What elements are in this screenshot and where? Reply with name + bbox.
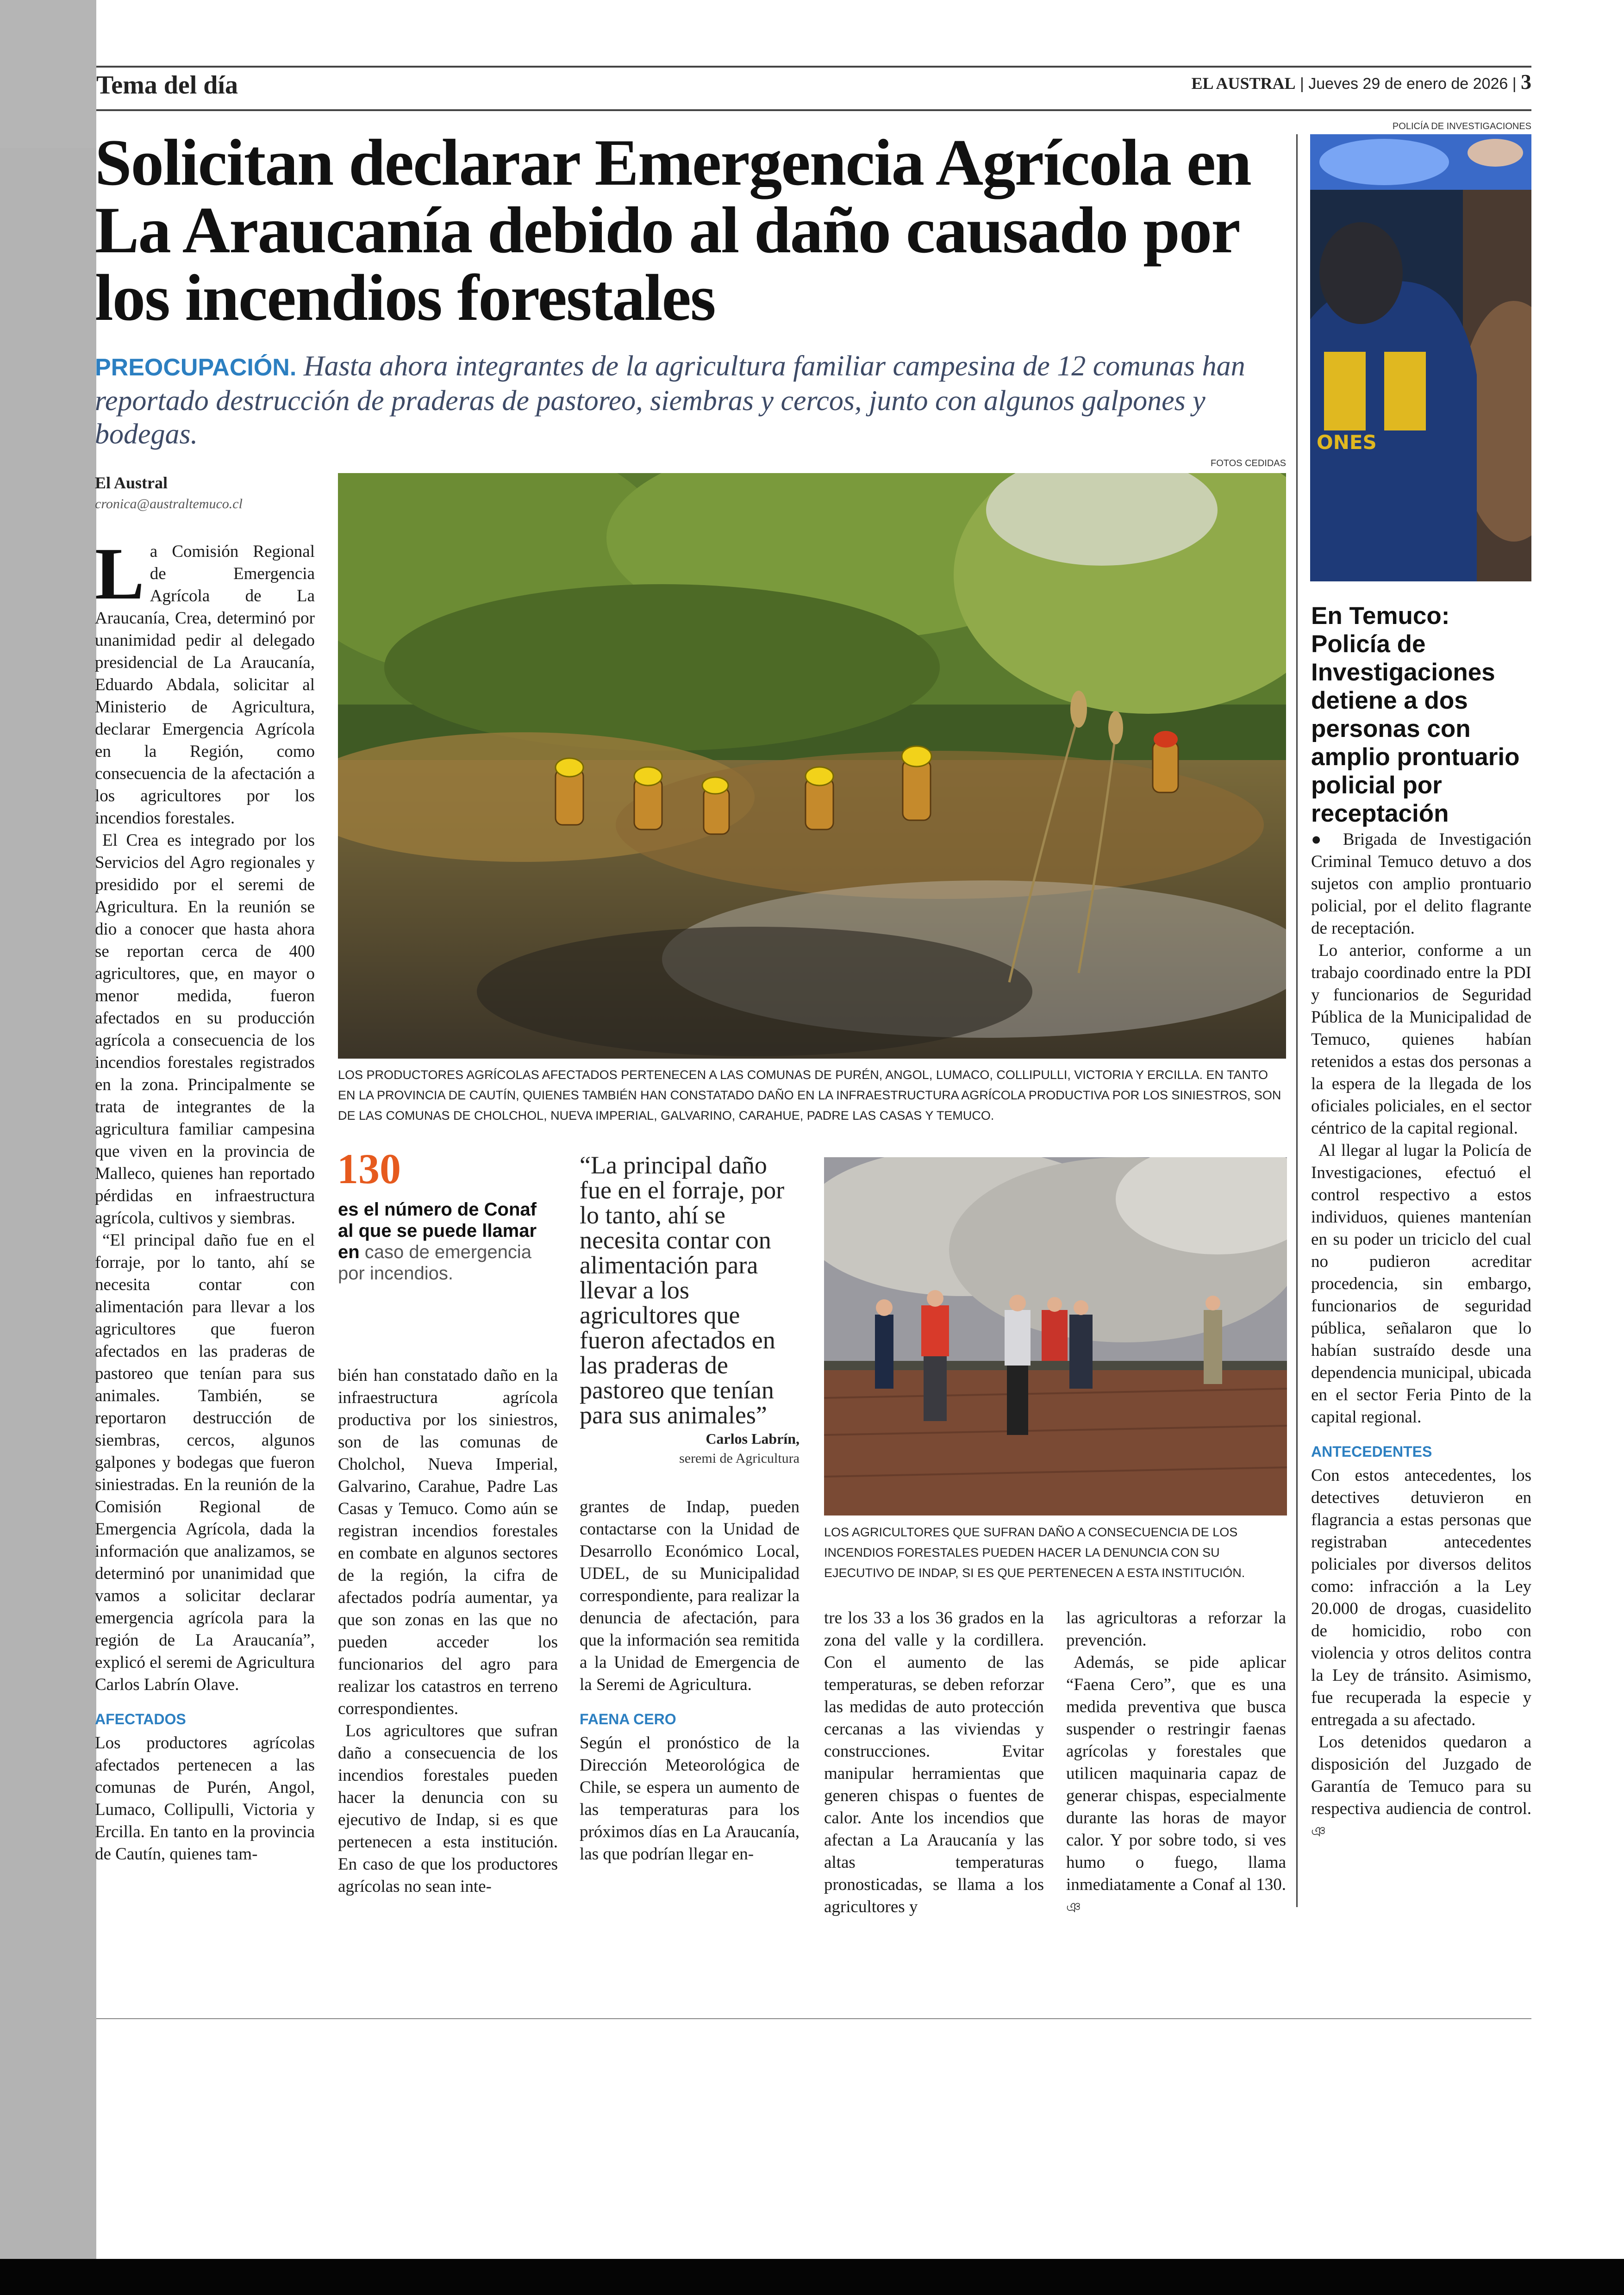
article-column-3 [580,1496,800,1865]
byline-email: cronica@australtemuco.cl [95,496,243,511]
deck [95,349,1280,451]
sidebar-divider [1296,134,1298,1907]
headline: Solicitan declarar Emergencia Agrícola en La Araucanía debido al daño causado por los incendios forestales [95,126,1251,334]
second-photo-caption: LOS AGRICULTORES QUE SUFRAN DAÑO A CONSECUENCIA DE LOS INCENDIOS FORESTALES PUEDEN HACER LA DENUNCIA CON SU EJECUTIVO DE INDAP, SI ES QUE PERTENECEN A ESTA INSTITUCIÓN. [824,1525,1245,1580]
col1-paragraph-3: “El principal daño fue en el forraje, por lo tanto, ahí se necesita contar con alimentación para llevar a los agricultores que fueron afectados en las praderas de pastoreo que tenían para sus animales. También, se reportaron destrucción de siembras, cercos, algunos galpones y bodegas que fueron siniestradas. En la reunión de la Comisión Regional de Emergencia Agrícola, dada la información que analizamos, se determinó por unanimidad que vamos a solicitar declarar emergencia agrícola para la región de La Araucanía”, explicó el seremi de Agricultura Carlos Labrín Olave. [95,1231,315,1694]
pull-quote-name: Carlos Labrín, [706,1430,800,1447]
dropcap: L [95,532,144,615]
second-photo-farmers [824,1157,1287,1515]
factoid-number: 130 [337,1145,401,1192]
sidebar-photo-pdi [1310,134,1531,581]
sidebar-paragraph-2: Lo anterior, conforme a un trabajo coordinado entre la PDI y funcionarios de Seguridad Pública de la Municipalidad de Temuco, quienes habían retenidos a estas dos personas a la espera de la llegada de los oficiales policiales, en el sector céntrico de la capital regional. [1311,941,1531,1138]
col1-paragraph-2: El Crea es integrado por los Servicios del Agro regionales y presidido por el seremi de Agricultura. En la reunión se dio a conocer que hasta ahora se reportan cerca de 400 agricultores, que, en mayor o menor medida, fueron afectados en su producción agrícola a consecuencia de los incendios forestales registrados en la zona. Principalmente se trata de integrantes de la agricultura familiar campesina que viven en la provincia de Malleco, quienes han reportado pérdidas en infraestructura agrícola, cultivos y siembras. [95,831,315,1228]
page-bottom-rule [96,2018,1531,2019]
header-top-rule [96,66,1531,68]
sidebar-headline: En Temuco: Policía de Investigaciones detiene a dos personas con amplio prontuario policial por receptación [1311,602,1520,827]
col2-paragraph-2: Los agricultores que sufran daño a consecuencia de los incendios forestales pueden hacer la denuncia con su ejecutivo de Indap, si es que pertenecen a esta institución. En caso de que los productores agrícolas no sean inte- [338,1721,558,1896]
col5-paragraph-2 [1066,1652,1286,1919]
col5-paragraph-1: las agricultoras a reforzar la prevención. [1066,1609,1286,1650]
sidebar-paragraph-5-text: Los detenidos quedaron a disposición del Juzgado de Garantía de Temuco para su respectiva audiencia de control. [1311,1733,1531,1818]
end-mark-icon: ঞ [1066,1900,1081,1916]
sidebar-paragraph-1 [1311,829,1531,940]
header-bottom-rule [96,109,1531,111]
viewer-bottom-bar [0,2259,1624,2295]
bullet-icon: ● [1311,830,1330,849]
farmers-illustration [824,1157,1287,1515]
byline: El Austral [95,474,168,492]
col1-paragraph-4: Los productores agrícolas afectados pertenecen a las comunas de Purén, Angol, Lumaco, Collipulli, Victoria y Ercilla. En tanto en la provincia de Cautín, quienes tam- [95,1734,315,1864]
article-column-1 [95,532,315,1865]
sidebar-paragraph-1-text: Brigada de Investigación Criminal Temuco detuvo a dos sujetos con amplio prontuario policial, por el delito flagrante de receptación. [1311,830,1532,938]
main-photo-firefighters [338,473,1286,1059]
col5-paragraph-2-text: Además, se pide aplicar “Faena Cero”, que es una medida preventiva que busca suspender o restringir faenas agrícolas y forestales que utilicen maquinaria capaz de generar chispas, especialmente durante las horas de mayor calor. Y por sobre todo, si ves humo o fuego, llama inmediatamente a Conaf al 130. [1066,1653,1286,1894]
col2-paragraph-1: bién han constatado daño en la infraestructura agrícola productiva por los siniestros, son de las comunas de Cholchol, Nueva Imperial, Galvarino, Carahue, Padre Las Casas y Temuco. Como aún se registran incendios forestales en combate en algunos sectores de la región, la cifra de afectados podría aumentar, ya que son zonas en las que no pueden acceder los funcionarios del agro para realizar los catastros en terreno correspondientes. [338,1366,558,1718]
issue-date: | Jueves 29 de enero de 2026 | [1295,75,1521,93]
sidebar-body [1311,829,1531,1843]
sidebar-paragraph-3: Al llegar al lugar la Policía de Investigaciones, efectuó el control respectivo a estos individuos, quienes mantenían en su poder un triciclo del cual no pudieron acreditar procedencia, sin embargo, funcionarios de seguridad pública, señalaron que lo habían sustraído desde una dependencia municipal, ubicada en el sector Feria Pinto de la capital regional. [1311,1141,1531,1427]
main-photo-caption: LOS PRODUCTORES AGRÍCOLAS AFECTADOS PERTENECEN A LAS COMUNAS DE PURÉN, ANGOL, LUMACO, COLLIPULLI, VICTORIA Y ERCILLA. EN TANTO EN LA PROVINCIA DE CAUTÍN, QUIENES TAMBIÉN HAN CONSTATADO DAÑO EN LA INFRAESTRUCTURA AGRÍCOLA PRODUCTIVA POR LOS SINIESTROS, SON DE LAS COMUNAS DE CHOLCHOL, NUEVA IMPERIAL, GALVARINO, CARAHUE, PADRE LAS CASAS Y TEMUCO. [338,1068,1281,1123]
article-column-5 [1066,1607,1286,1919]
col4-paragraph-1: tre los 33 a los 36 grados en la zona del valle y la cordillera. Con el aumento de las temperaturas, se deben reforzar las medidas de auto protección cercanas a las viviendas y construcciones. Evitar manipular herramientas que generen chispas o fuentes de calor. Ante los incendios que afectan a La Araucanía y las altas temperaturas pronosticadas, se llama a los agricultores y [824,1609,1044,1916]
subhead-faena-cero: FAENA CERO [580,1711,676,1727]
sidebar-paragraph-5 [1311,1731,1531,1843]
section-name: Tema del día [96,71,238,100]
subhead-afectados: AFECTADOS [95,1711,186,1727]
page-number: 3 [1521,70,1531,94]
col3-paragraph-2: Según el pronóstico de la Dirección Meteorológica de Chile, se espera un aumento de las temperaturas para los próximos días en La Araucanía, las que podrían llegar en- [580,1734,800,1864]
vest-text: ONES [1317,431,1377,454]
sidebar-end-mark-icon: ঞ [1311,1824,1326,1840]
sidebar-paragraph-4: Con estos antecedentes, los detectives detuvieron en flagrancia a estas personas que registraban antecedentes policiales por diversos delitos como: infracción a la Ley 20.000 de drogas, cuasidelito de homicidio, robo con violencia y otros delitos contra la Ley de tránsito. Asimismo, fue recuperada la especie y entregada a su afectado. [1311,1466,1531,1729]
subhead-antecedentes: ANTECEDENTES [1311,1443,1432,1460]
article-column-2 [338,1365,558,1898]
factoid-bold: es el número de Conaf al que se puede llamar en [338,1199,537,1262]
header-meta [1065,69,1531,94]
factoid-text [338,1199,556,1284]
deck-text: Hasta ahora integrantes de la agricultura familiar campesina de 12 comunas han reportado destrucción de praderas de pastoreo, siembras y cercos, junto con algunos galpones y bodegas. [95,350,1245,450]
photo-credit: FOTOS CEDIDAS [1211,458,1286,468]
sidebar-photo-label: POLICÍA DE INVESTIGACIONES [1392,121,1531,131]
pull-quote-role: seremi de Agricultura [679,1451,800,1466]
col1-paragraph-1: a Comisión Regional de Emergencia Agrícola de La Araucanía, Crea, determinó por unanimidad pedir al delegado presidencial de La Araucanía, Eduardo Abdala, solicitar al Ministerio de Agricultura, declarar Emergencia Agrícola en la Región, como consecuencia de la afectación a los agricultores por los incendios forestales. [95,542,315,828]
pull-quote: “La principal daño fue en el forraje, por lo tanto, ahí se necesita contar con alimentación para llevar a los agricultores que fueron afectados en las praderas de pastoreo que tenían para sus animales” [580,1151,785,1429]
deck-kicker: PREOCUPACIÓN. [95,354,297,381]
firefighters-illustration [338,473,1286,1059]
factoid-rest: caso de emergencia por incendios. [338,1242,532,1284]
pdi-officer-illustration [1310,134,1531,581]
paper-name: EL AUSTRAL [1191,74,1296,93]
article-column-4 [824,1607,1044,1918]
col3-paragraph-1: grantes de Indap, pueden contactarse con la Unidad de Desarrollo Económico Local, UDEL, de su Municipalidad correspondiente, para realizar la denuncia de afectación, para que la información sea remitida a la Unidad de Emergencia de la Seremi de Agricultura. [580,1497,800,1694]
